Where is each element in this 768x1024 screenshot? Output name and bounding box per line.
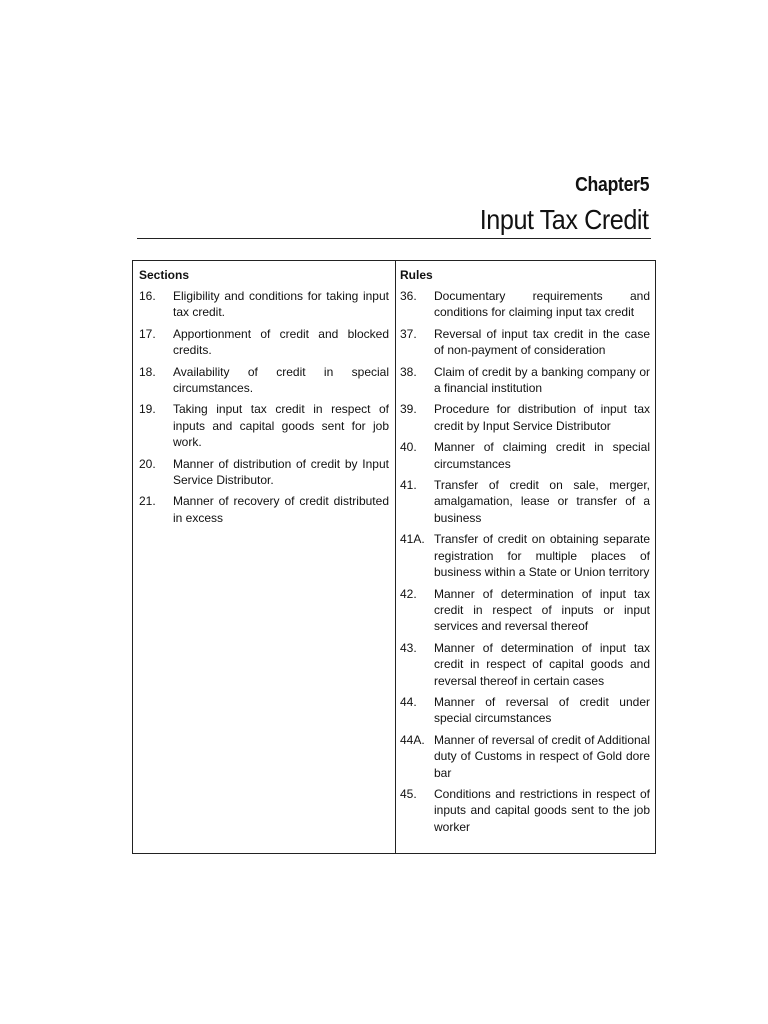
rule-entry [400,326,650,359]
rule-entry [400,531,650,580]
rule-text: Transfer of credit on sale, merger, amalgamation, lease or transfer of a business [434,478,650,525]
section-entry [139,364,389,397]
rule-text: Conditions and restrictions in respect of inputs and capital goods sent to the job worker [434,786,650,834]
rule-text: Manner of determination of input tax credit in respect of capital goods and reversal thereof in certain cases [434,640,650,688]
section-text: Eligibility and conditions for taking input tax credit. [173,289,389,320]
chapter-label: Chapter5 [574,174,649,196]
rule-number: 43. [400,640,417,655]
section-number: 16. [139,289,156,303]
sections-header: Sections [139,268,190,282]
section-number: 18. [139,364,156,379]
rule-number: 38. [400,364,417,379]
rule-entry [400,732,650,781]
section-text: Availability of credit in special circumstances. [173,364,389,396]
rule-number: 40. [400,440,417,455]
section-text: Manner of recovery of credit distributed in excess [173,494,389,525]
rule-text: Procedure for distribution of input tax credit by Input Service Distributor [434,402,650,433]
rule-number: 41. [400,478,417,493]
rules-header: Rules [400,268,433,282]
rule-number: 42. [400,586,417,601]
rule-text: Manner of claiming credit in special circumstances [434,440,650,471]
rule-text: Reversal of input tax credit in the case of non-payment of consideration [434,326,650,358]
section-entry [139,326,389,359]
section-entry [139,456,389,489]
section-entry [139,288,389,321]
rule-number: 36. [400,289,417,303]
section-text: Taking input tax credit in respect of inputs and capital goods sent for job work. [173,402,389,450]
rule-number: 44. [400,694,417,709]
section-entry [139,401,389,450]
section-text: Apportionment of credit and blocked credits. [173,326,389,358]
section-number: 21. [139,494,156,509]
section-number: 17. [139,326,156,341]
rule-number: 39. [400,402,417,417]
sections-rules-table [132,260,656,854]
title-rule [137,238,651,239]
rule-text: Documentary requirements and conditions for claiming input tax credit [434,289,650,320]
rule-entry [400,640,650,689]
rule-number: 41A. [400,532,425,547]
rule-text: Manner of reversal of credit under special circumstances [434,694,650,726]
rule-entry [400,288,650,321]
section-text: Manner of distribution of credit by Input Service Distributor. [173,456,389,488]
chapter-title: Input Tax Credit [480,204,649,235]
section-entry [139,493,389,526]
rule-entry [400,364,650,397]
rule-entry [400,401,650,434]
rule-number: 37. [400,326,417,341]
rule-text: Claim of credit by a banking company or a financial institution [434,364,650,396]
section-number: 20. [139,456,156,471]
rule-text: Manner of reversal of credit of Additional duty of Customs in respect of Gold dore bar [434,732,650,780]
rule-entry [400,694,650,727]
rule-entry [400,586,650,635]
rule-entry [400,439,650,472]
sections-column [139,261,389,531]
rule-number: 44A. [400,732,425,747]
rule-text: Transfer of credit on obtaining separate registration for multiple places of business within a State or Union territory [434,532,650,580]
rules-column [400,261,650,840]
rule-entry [400,477,650,526]
rule-number: 45. [400,786,417,801]
section-number: 19. [139,402,156,417]
rule-text: Manner of determination of input tax credit in respect of inputs or input services and reversal thereof [434,586,650,634]
column-divider [395,261,396,853]
rule-entry [400,786,650,835]
